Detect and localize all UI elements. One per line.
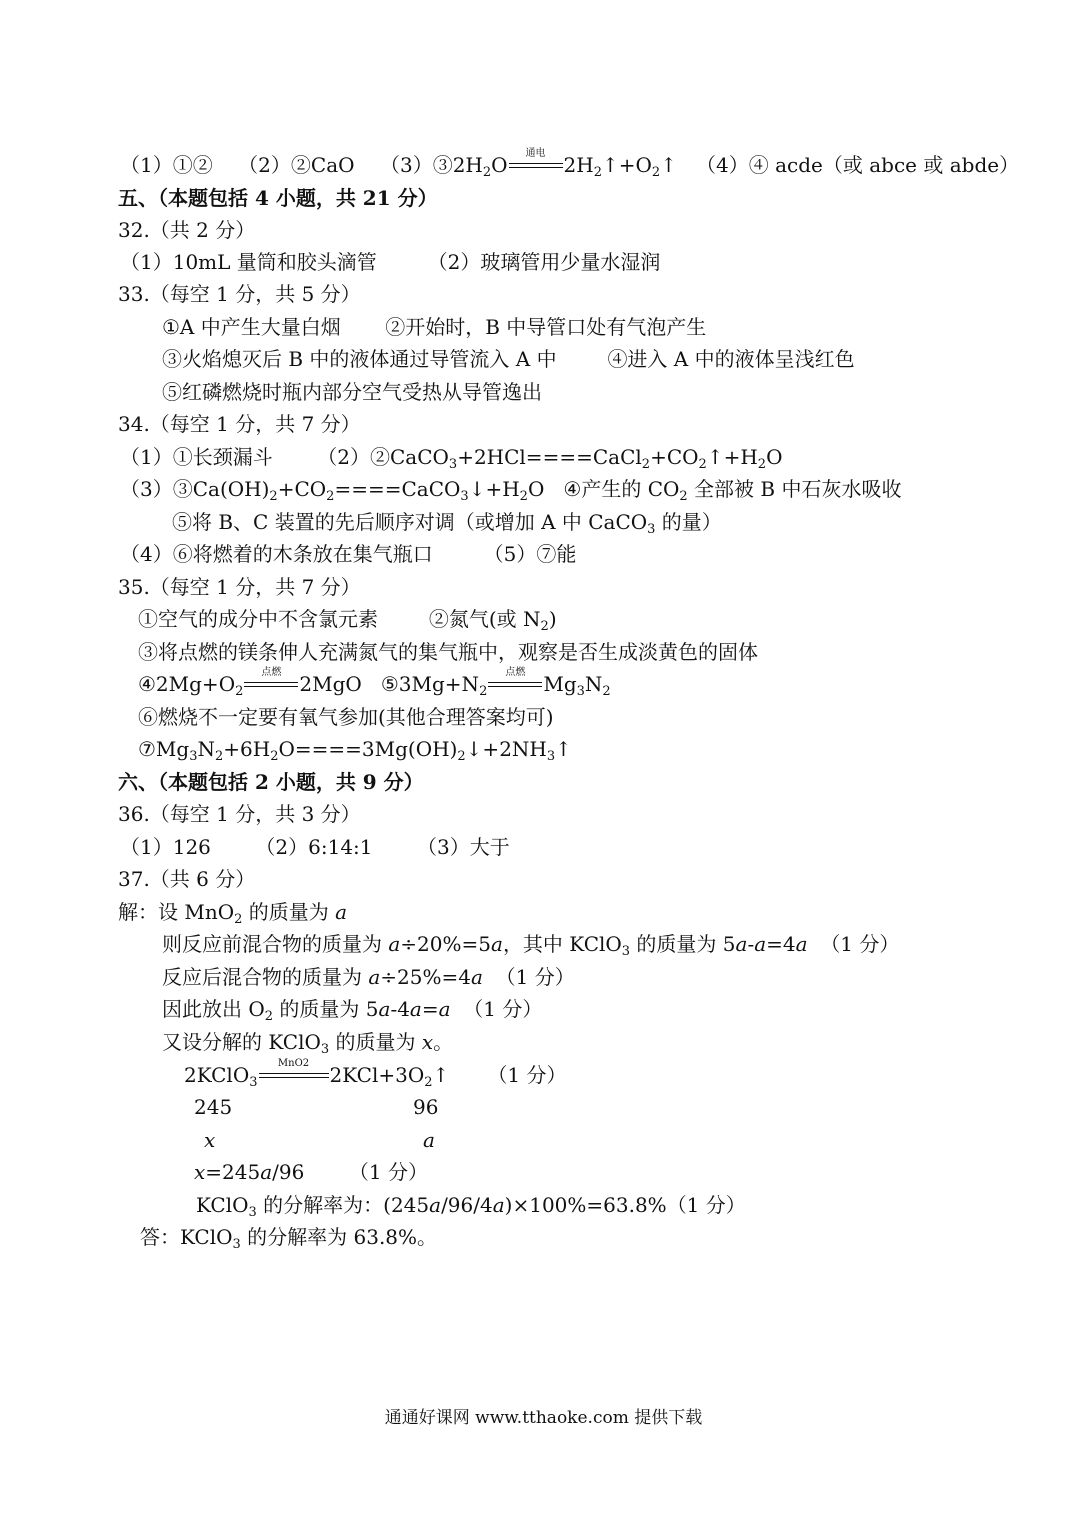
section-6-heading: 六、（本题包括 2 小题，共 9 分） bbox=[118, 770, 424, 794]
reaction-condition-electrolysis: 通电 bbox=[509, 157, 563, 171]
q34-row3: ⑤将 B、C 装置的先后顺序对调（或增加 A 中 CaCO$_3$ 的量） bbox=[172, 510, 722, 537]
q37-mass-245: 245 bbox=[194, 1095, 233, 1119]
q31-part1: （1）①② bbox=[120, 153, 213, 177]
q37-step-3: 反应后混合物的质量为 a÷25%=4a （1 分） bbox=[162, 965, 575, 989]
q34-heading: 34.（每空 1 分，共 7 分） bbox=[118, 412, 361, 436]
q31-part4: （4）④ acde（或 abce 或 abde） bbox=[696, 153, 1020, 177]
q36-heading: 36.（每空 1 分，共 3 分） bbox=[118, 802, 361, 826]
q35-equation-5: $⑤3Mg+N_2$ 点燃 $Mg_3N_2$ bbox=[380, 667, 611, 699]
q34-row4: （4）⑥将燃着的木条放在集气瓶口 （5）⑦能 bbox=[120, 542, 577, 566]
q37-step-4: 因此放出 $O_2$ 的质量为 5a-4a=a （1 分） bbox=[162, 997, 543, 1024]
q31-answer-line bbox=[120, 148, 1020, 180]
q33-answer-1: ①A 中产生大量白烟 bbox=[162, 315, 341, 339]
reaction-condition-catalyst: MnO2 bbox=[259, 1067, 329, 1081]
reaction-condition-ignite: 点燃 bbox=[244, 676, 298, 690]
q37-mass-96: 96 bbox=[413, 1095, 439, 1119]
q33-answer-2: ②开始时，B 中导管口处有气泡产生 bbox=[385, 315, 707, 339]
q33-answers-row1 bbox=[162, 314, 706, 340]
q31-part3: $(3)③2H_2O$ 通电 $2H_2↑+O_2↑$ bbox=[379, 148, 677, 180]
q33-answer-4: ④进入 A 中的液体呈浅红色 bbox=[607, 347, 855, 371]
section-5-heading: 五、（本题包括 4 小题，共 21 分） bbox=[118, 186, 438, 210]
q32-answer-2: （2）玻璃管用少量水湿润 bbox=[427, 250, 661, 274]
q33-answer-3: ③火焰熄灭后 B 中的液体通过导管流入 A 中 bbox=[162, 347, 557, 371]
q37-equation: 2KClO$_3$ MnO2 $2KCl+3O_2↑$ （1 分） bbox=[184, 1058, 567, 1090]
q35-row5: $⑦Mg_3N_2+6H_2O====3Mg(OH)_2↓+2NH_3↑$ bbox=[138, 737, 572, 764]
q35-row2: ③将点燃的镁条伸人充满氮气的集气瓶中，观察是否生成淡黄色的固体 bbox=[138, 640, 758, 664]
q37-step-1: 解：设 MnO$_2$ 的质量为 a bbox=[118, 900, 348, 927]
q37-answer: 答：KClO$_3$ 的分解率为 63.8%。 bbox=[140, 1225, 438, 1252]
q34-row2: $(3)③Ca(OH)_2+CO_2====CaCO_3↓+H_2O$ ④产生的 $CO_2$ 全部被 B 中石灰水吸收 bbox=[120, 477, 902, 504]
q34-row1: （1）①长颈漏斗 $(2)②CaCO_3+2HCl====CaCl_2+CO_2↑+H_2O$ bbox=[120, 445, 783, 472]
q33-answer-5: ⑤红磷燃烧时瓶内部分空气受热从导管逸出 bbox=[162, 380, 542, 404]
q35-equation-4: $④2Mg+O_2$ 点燃 2MgO bbox=[138, 667, 362, 699]
q35-heading: 35.（每空 1 分，共 7 分） bbox=[118, 575, 361, 599]
q34-equation-1: $(2)②CaCO_3+2HCl====CaCl_2+CO_2↑+H_2O$ bbox=[317, 445, 783, 472]
footer-watermark: 通通好课网 www.tthaoke.com 提供下载 bbox=[384, 1408, 703, 1428]
q37-step-2: 则反应前混合物的质量为 a÷20%=5a，其中 KClO$_3$ 的质量为 5a-a=4a （1 分） bbox=[162, 932, 900, 959]
q34-equation-2: $(3)③Ca(OH)_2+CO_2====CaCO_3↓+H_2O$ bbox=[120, 477, 545, 504]
q33-answers-row2 bbox=[162, 346, 855, 372]
q35-row3 bbox=[138, 667, 611, 699]
q35-row4: ⑥燃烧不一定要有氧气参加(其他合理答案均可) bbox=[138, 705, 554, 729]
reaction-condition-ignite: 点燃 bbox=[488, 676, 542, 690]
q33-heading: 33.（每空 1 分，共 5 分） bbox=[118, 282, 361, 306]
q32-heading: 32.（共 2 分） bbox=[118, 218, 256, 242]
q37-var-a: a bbox=[423, 1128, 435, 1152]
q32-answer-1: （1）10mL 量筒和胶头滴管 bbox=[120, 250, 377, 274]
q36-answers: （1）126 （2）6:14:1 （3）大于 bbox=[120, 835, 510, 859]
q37-heading: 37.（共 6 分） bbox=[118, 867, 256, 891]
q37-step-5: 又设分解的 KClO$_3$ 的质量为 x。 bbox=[162, 1030, 454, 1057]
q37-var-x: x bbox=[204, 1128, 216, 1152]
q35-row1: ①空气的成分中不含氯元素 ②氮气(或 $N_2$) bbox=[138, 607, 557, 634]
q32-answers bbox=[120, 249, 660, 275]
q37-solve-x: x=245a/96 （1 分） bbox=[194, 1160, 428, 1184]
q31-part2: （2）②CaO bbox=[238, 153, 355, 177]
q37-rate: KClO$_3$ 的分解率为：(245a/96/4a)×100%=63.8%（1 分） bbox=[196, 1193, 746, 1220]
